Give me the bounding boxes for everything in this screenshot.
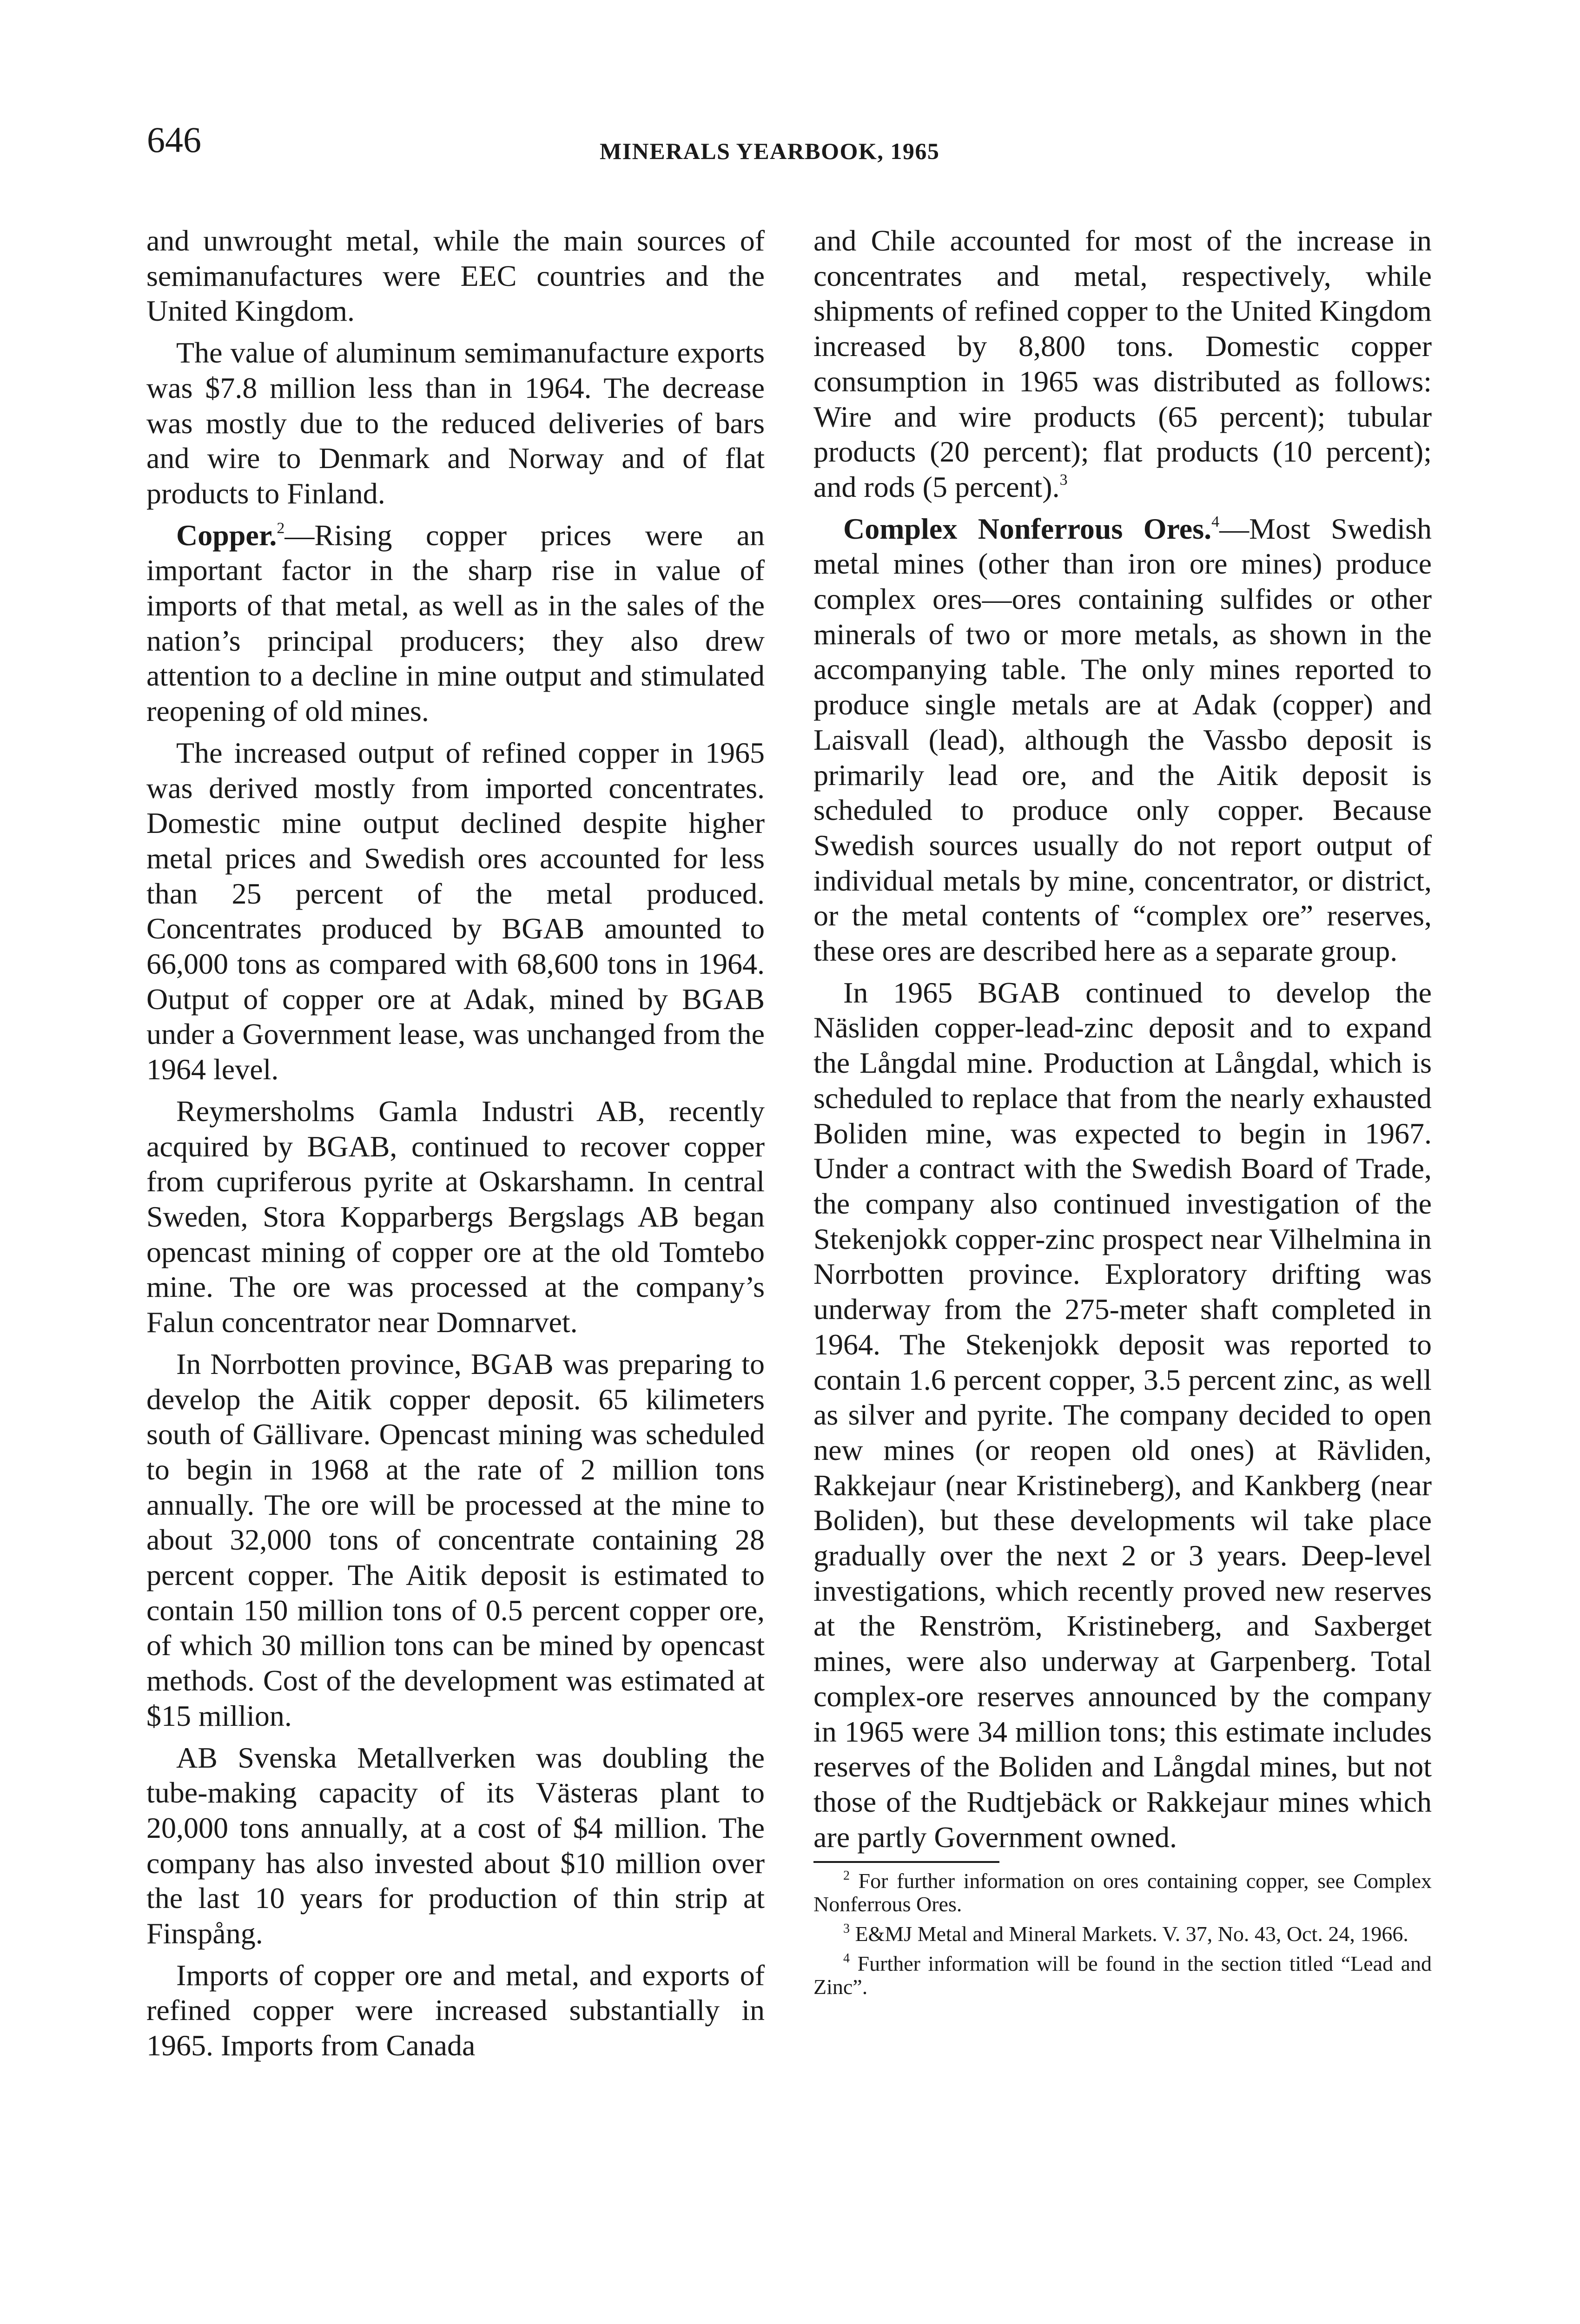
footnote-ref: 4 (1211, 513, 1220, 530)
paragraph-complex-ores (813, 511, 1432, 969)
paragraph: Imports of copper ore and metal, and exports of refined copper were increased substantially in 1965. Imports from Canada (146, 1958, 765, 2062)
section-heading-copper: Copper. (176, 518, 277, 552)
footnote (813, 1952, 1432, 1999)
footnote-ref: 3 (1059, 471, 1068, 489)
paragraph-text: —Rising copper prices were an important factor in the sharp rise in value of imports of that metal, as well as in the sales of the nation’s principal producers; they also drew attention to a decline in mine output and stimulated reopening of old mines. (146, 518, 765, 728)
paragraph: In Norrbotten province, BGAB was preparing to develop the Aitik copper deposit. 65 kilimeters south of Gällivare. Opencast mining was scheduled to begin in 1968 at the rate of 2 million tons annually. The ore will be processed at the mine to about 32,000 tons of concentrate containing 28 percent copper. The Aitik deposit is estimated to contain 150 million tons of 0.5 percent copper ore, of which 30 million tons can be mined by opencast methods. Cost of the development was estimated at $15 million. (146, 1347, 765, 1732)
paragraph-copper (146, 518, 765, 729)
paragraph-text: and Chile accounted for most of the increase in concentrates and metal, respectively, while shipments of refined copper to the United Kingdom increased by 8,800 tons. Domestic copper consumption in 1965 was distributed as follows: Wire and wire products (65 percent); tubular products (20 percent); flat products (10 percent); and rods (5 percent). (813, 224, 1432, 503)
footnote (813, 1869, 1432, 1916)
footnote-text: For further information on ores containing copper, see Complex Nonferrous Ores. (813, 1869, 1432, 1916)
footnote-text: Further information will be found in the section titled “Lead and Zinc”. (813, 1952, 1432, 1999)
right-column (813, 223, 1432, 2005)
footnote-number: 3 (843, 1921, 850, 1936)
footnote-number: 4 (843, 1951, 850, 1966)
footnote (813, 1922, 1432, 1946)
paragraph: The value of aluminum semimanufacture exports was $7.8 million less than in 1964. The decrease was mostly due to the reduced deliveries of bars and wire to Denmark and Norway and of flat products to Finland. (146, 336, 765, 510)
section-heading-complex-ores: Complex Nonferrous Ores. (843, 512, 1212, 545)
footnote-number: 2 (843, 1868, 850, 1883)
page-number: 646 (147, 119, 201, 160)
footnote-ref: 2 (277, 519, 285, 537)
running-head: MINERALS YEARBOOK, 1965 (600, 138, 940, 164)
paragraph (813, 223, 1432, 505)
paragraph: AB Svenska Metallverken was doubling the tube-making capacity of its Västeras plant to 20,000 tons annually, at a cost of $4 million. The company has also invested about $10 million over the last 10 years for production of thin strip at Finspång. (146, 1741, 765, 1950)
paragraph: In 1965 BGAB continued to develop the Näsliden copper-lead-zinc deposit and to expand the Långdal mine. Production at Långdal, which is scheduled to replace that from the nearly exhausted Boliden mine, was expected to begin in 1967. Under a contract with the Swedish Board of Trade, the company also continued investigation of the Stekenjokk copper-zinc prospect near Vilhelmina in Norrbotten province. Exploratory drifting was underway from the 275-meter shaft completed in 1964. The Stekenjokk deposit was reported to contain 1.6 percent copper, 3.5 percent zinc, as well as silver and pyrite. The company decided to open new mines (or reopen old ones) at Rävliden, Rakkejaur (near Kristineberg), and Kankberg (near Boliden), but these developments wil take place gradually over the next 2 or 3 years. Deep-level investigations, which recently proved new reserves at the Renström, Kristineberg, and Saxberget mines, were also underway at Garpenberg. Total complex-ore reserves announced by the company in 1965 were 34 million tons; this estimate includes reserves of the Boliden and Långdal mines, but not those of the Rudtjebäck or Rakkejaur mines which are partly Government owned. (813, 976, 1432, 1854)
left-column (146, 223, 765, 2070)
footnote-divider (813, 1861, 999, 1863)
paragraph: Reymersholms Gamla Industri AB, recently acquired by BGAB, continued to recover copper from cupriferous pyrite at Oskarshamn. In central Sweden, Stora Kopparbergs Bergslags AB began opencast mining of copper ore at the old Tomtebo mine. The ore was processed at the company’s Falun concentrator near Domnarvet. (146, 1094, 765, 1339)
footnote-text: E&MJ Metal and Mineral Markets. V. 37, No. 43, Oct. 24, 1966. (855, 1922, 1408, 1946)
paragraph: and unwrought metal, while the main sources of semimanufactures were EEC countries and the United Kingdom. (146, 224, 765, 328)
paragraph-text: —Most Swedish metal mines (other than iron ore mines) produce complex ores—ores containing sulfides or other minerals of two or more metals, as shown in the accompanying table. The only mines reported to produce single metals are at Adak (copper) and Laisvall (lead), although the Vassbo deposit is primarily lead ore, and the Aitik deposit is scheduled to produce only copper. Because Swedish sources usually do not report output of individual metals by mine, concentrator, or district, or the metal contents of “complex ore” reserves, these ores are described here as a separate group. (813, 512, 1432, 968)
paragraph: The increased output of refined copper in 1965 was derived mostly from imported concentrates. Domestic mine output declined despite higher metal prices and Swedish ores accounted for less than 25 percent of the metal produced. Concentrates produced by BGAB amounted to 66,000 tons as compared with 68,600 tons in 1964. Output of copper ore at Adak, mined by BGAB under a Government lease, was unchanged from the 1964 level. (146, 736, 765, 1086)
